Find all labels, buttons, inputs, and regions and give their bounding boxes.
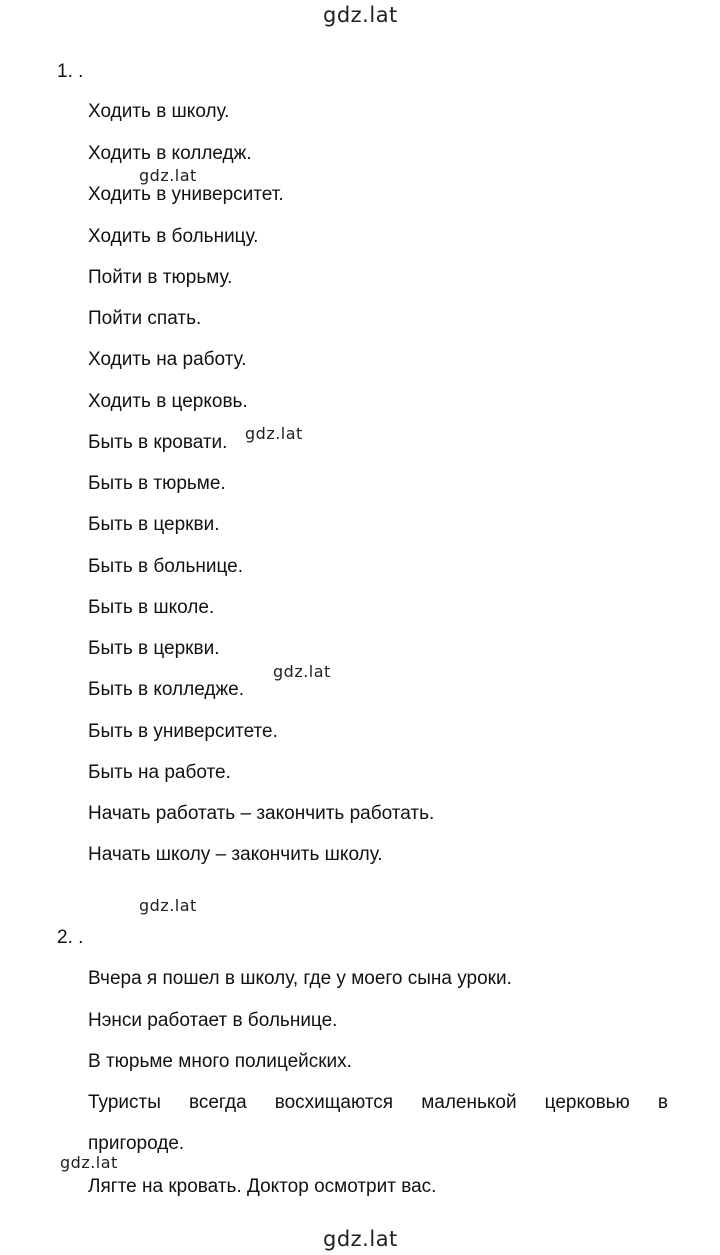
watermark-bottom: gdz.lat [323, 1227, 398, 1251]
section-1-line: Пойти спать. [88, 308, 202, 329]
section-1-line: Ходить в колледж. [88, 143, 252, 164]
section-1-line: Быть в больнице. [88, 556, 244, 577]
section-1-line: Быть на работе. [88, 762, 231, 783]
section-1-line: Ходить в школу. [88, 101, 230, 122]
section-1-line: Быть в школе. [88, 597, 215, 618]
watermark: gdz.lat [139, 166, 197, 185]
section-1-line: Начать школу – закончить школу. [88, 844, 383, 865]
watermark: gdz.lat [273, 662, 331, 681]
section-1-line: Начать работать – закончить работать. [88, 803, 435, 824]
section-2-line: Лягте на кровать. Доктор осмотрит вас. [88, 1176, 437, 1197]
section-1-line: Ходить в больницу. [88, 226, 259, 247]
section-2-line: пригороде. [88, 1133, 185, 1154]
watermark: gdz.lat [245, 424, 303, 443]
section-1-line: Быть в церкви. [88, 514, 220, 535]
section-2-line: Туристы всегда восхищаются маленькой церковью в [88, 1092, 668, 1113]
section-1-line: Ходить в университет. [88, 184, 284, 205]
section-1-line: Ходить на работу. [88, 349, 247, 370]
section-1-number: 1. . [57, 61, 84, 82]
section-1-line: Ходить в церковь. [88, 391, 248, 412]
section-1-line: Быть в церкви. [88, 638, 220, 659]
section-2-line: Нэнси работает в больнице. [88, 1010, 338, 1031]
section-2-line: В тюрьме много полицейских. [88, 1051, 352, 1072]
watermark: gdz.lat [139, 896, 197, 915]
section-1-line: Быть в колледже. [88, 679, 245, 700]
section-1-line: Быть в тюрьме. [88, 473, 226, 494]
watermark: gdz.lat [60, 1153, 118, 1172]
watermark-top: gdz.lat [323, 3, 398, 27]
section-1-line: Быть в кровати. [88, 432, 228, 453]
section-1-line: Пойти в тюрьму. [88, 267, 233, 288]
section-2-number: 2. . [57, 927, 84, 948]
section-2-line: Вчера я пошел в школу, где у моего сына уроки. [88, 968, 512, 989]
section-1-line: Быть в университете. [88, 721, 278, 742]
